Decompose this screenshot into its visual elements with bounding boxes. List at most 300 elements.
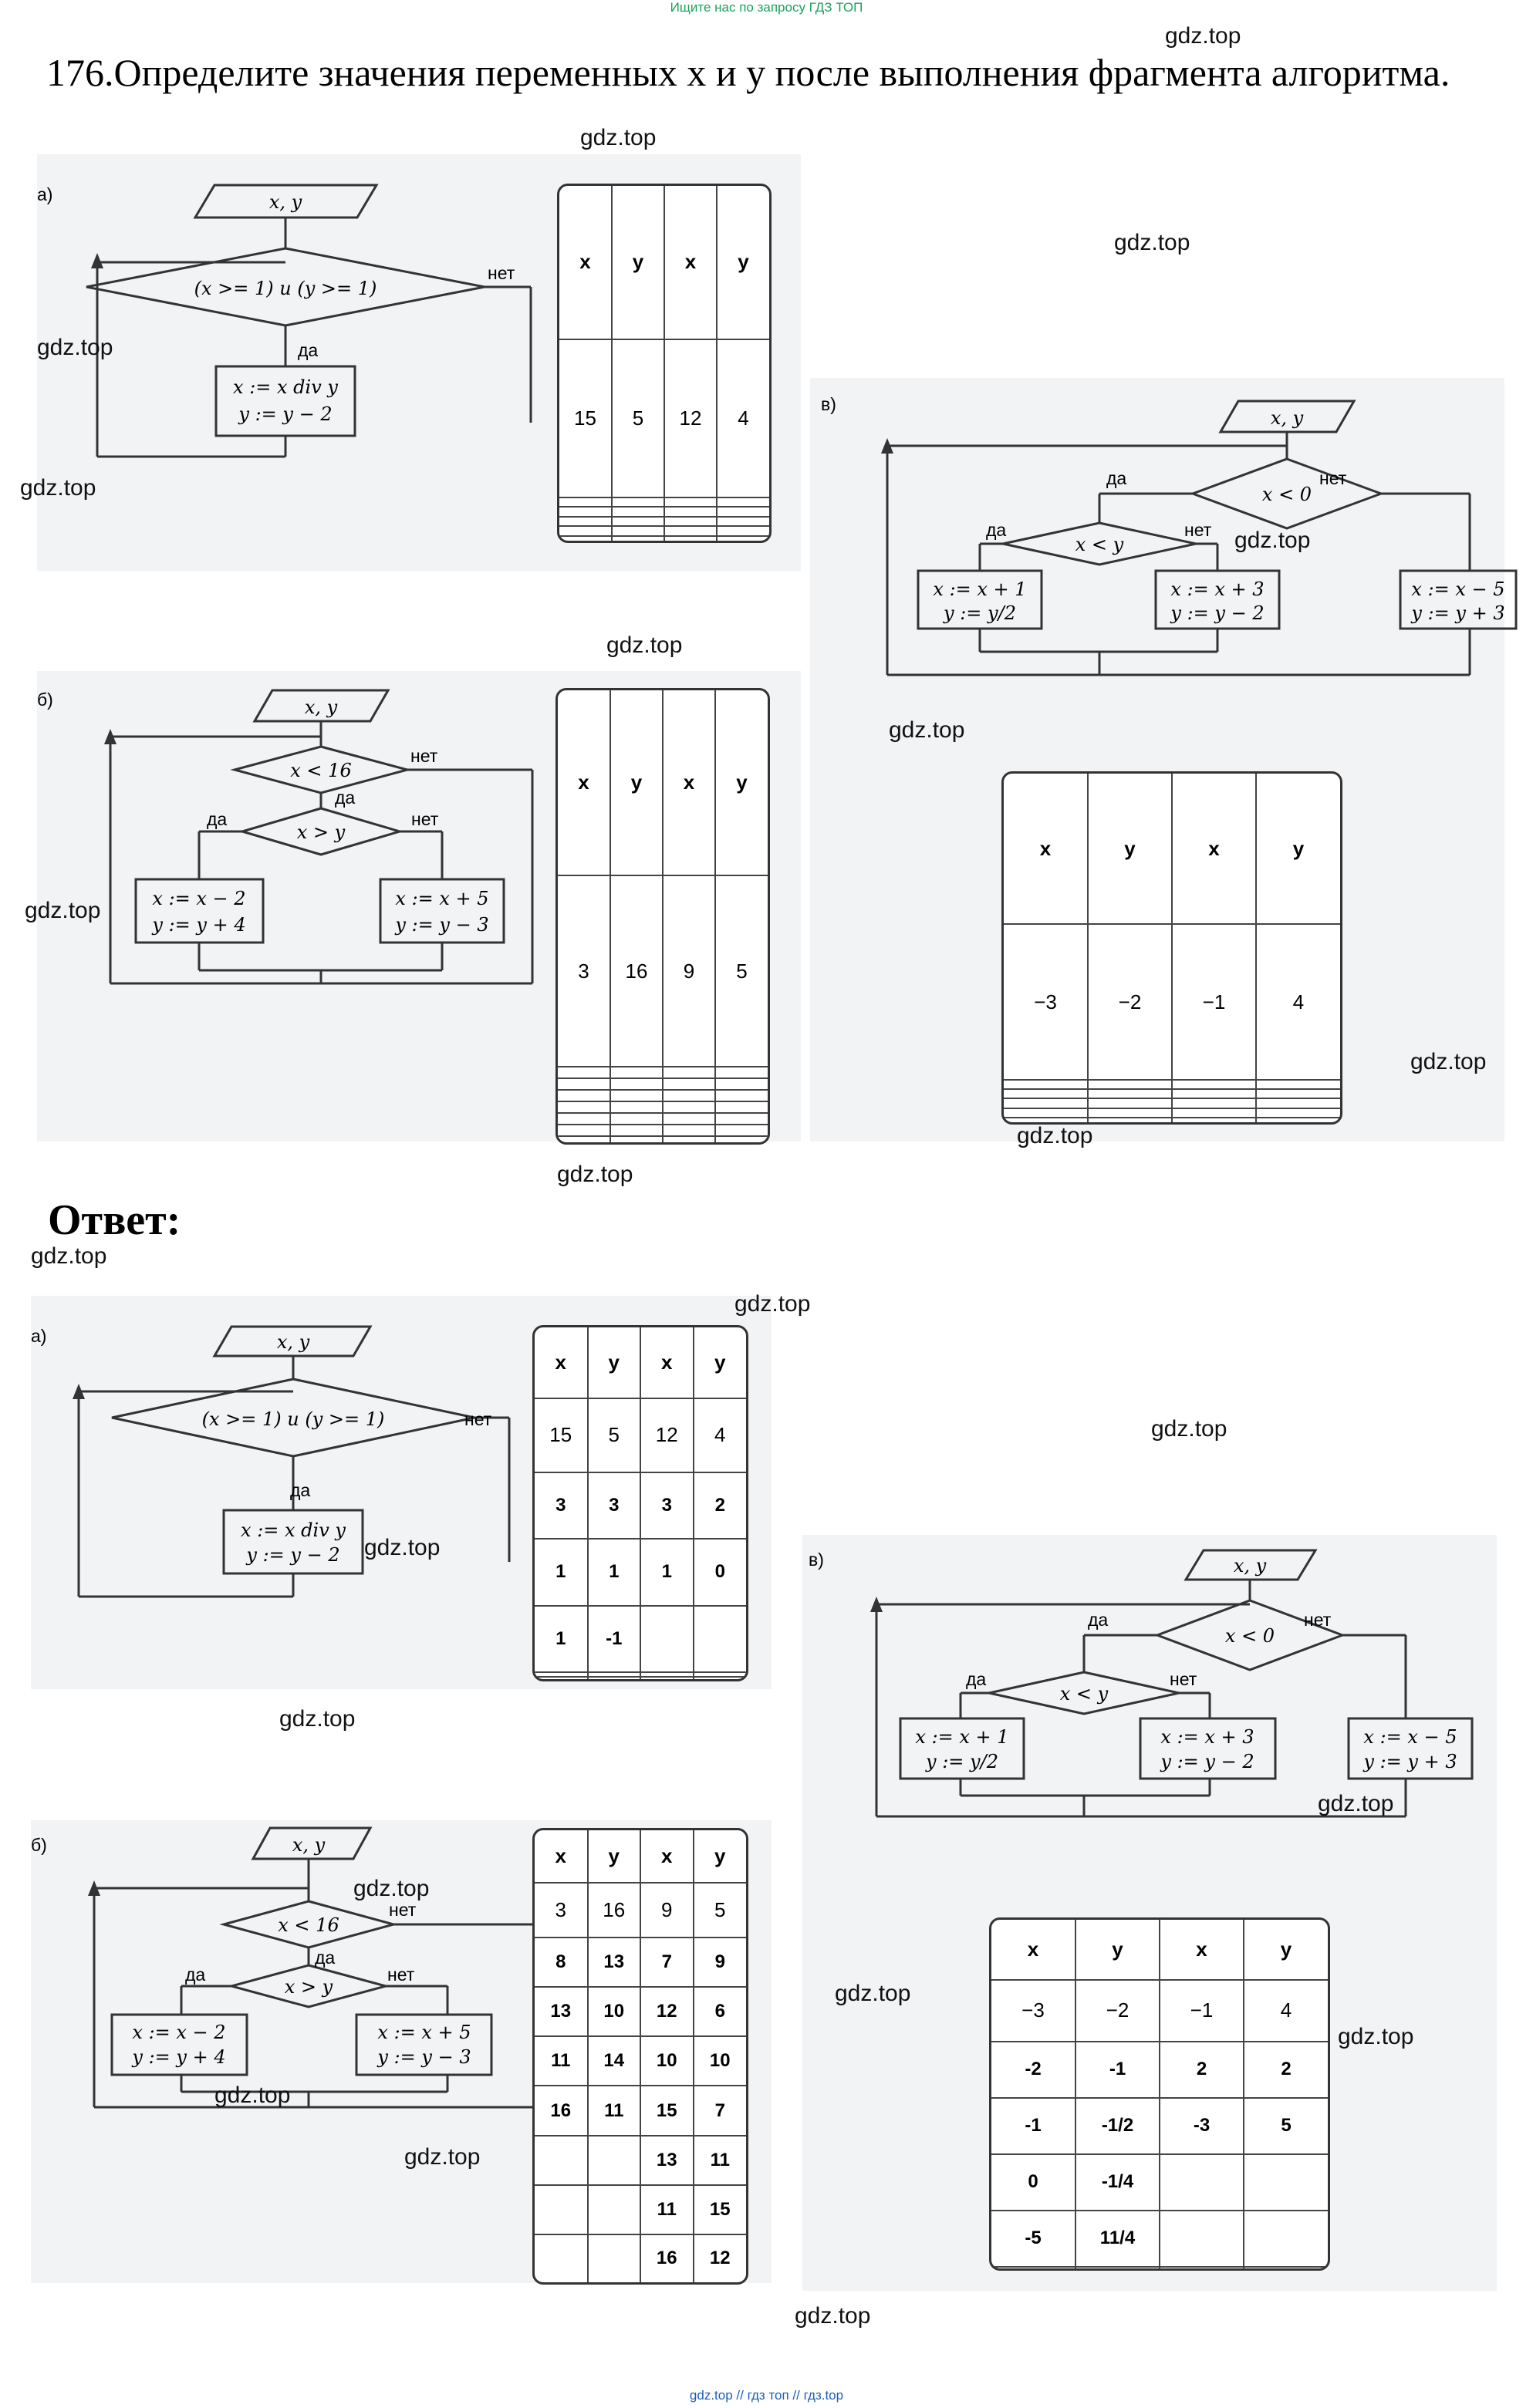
no-label-outer: нет bbox=[410, 746, 438, 766]
table-row bbox=[1004, 1098, 1340, 1108]
table-cell: 0 bbox=[991, 2154, 1075, 2211]
action-y-label: y := y − 2 bbox=[246, 1544, 340, 1566]
no-label-outer: нет bbox=[1319, 468, 1347, 488]
table-v-answer-body bbox=[991, 1920, 1328, 2268]
no-action-x: x := x + 5 bbox=[377, 2022, 471, 2043]
watermark: gdz.top bbox=[279, 1706, 356, 1732]
table-cell: 3 bbox=[535, 1472, 588, 1540]
action-x-label: x := x div y bbox=[233, 376, 338, 398]
watermark: gdz.top bbox=[1151, 1416, 1227, 1442]
table-header-row bbox=[558, 690, 768, 875]
table-cell: −2 bbox=[1075, 1980, 1160, 2042]
watermark: gdz.top bbox=[835, 1981, 911, 2006]
table-cell bbox=[1256, 1080, 1340, 1089]
table-cell: 13 bbox=[640, 2136, 694, 2185]
yes-label: да bbox=[298, 340, 319, 360]
watermark: gdz.top bbox=[1234, 528, 1311, 553]
yes-label-outer: да bbox=[1106, 468, 1127, 488]
table-cell: −1 bbox=[1172, 924, 1256, 1080]
table-header-cell: y bbox=[1088, 774, 1172, 924]
table-cell bbox=[664, 497, 717, 507]
table-a-answer-body bbox=[535, 1327, 746, 1679]
table-cell bbox=[1004, 1108, 1088, 1118]
table-row bbox=[535, 1938, 746, 1987]
table-cell: 11 bbox=[694, 2136, 747, 2185]
no-action-x: x := x + 5 bbox=[395, 888, 489, 909]
task-text: 176.Определите значения переменных x и y после выполнения фрагмента алгоритма. bbox=[46, 51, 1450, 94]
table-cell: 3 bbox=[640, 1472, 694, 1540]
table-cell bbox=[1172, 1098, 1256, 1108]
table-cell: 4 bbox=[694, 1398, 747, 1472]
table-row bbox=[1004, 1118, 1340, 1122]
table-cell bbox=[559, 497, 612, 507]
table-row bbox=[1004, 924, 1340, 1080]
table-cell bbox=[717, 536, 769, 541]
table-cell bbox=[558, 1067, 610, 1078]
table-row bbox=[535, 2136, 746, 2185]
table-cell bbox=[558, 1125, 610, 1136]
table-cell: 3 bbox=[558, 875, 610, 1067]
no-label-outer: нет bbox=[389, 1900, 417, 1920]
table-cell: 9 bbox=[663, 875, 715, 1067]
table-cell: 5 bbox=[715, 875, 768, 1067]
table-header-cell: x bbox=[640, 1830, 694, 1883]
table-header-row bbox=[991, 1920, 1328, 1980]
io-label: x, y bbox=[276, 1331, 310, 1353]
yes-action-y: y := y + 4 bbox=[132, 2046, 226, 2068]
table-cell bbox=[1088, 1108, 1172, 1118]
table-row bbox=[535, 2185, 746, 2234]
table-cell bbox=[663, 1101, 715, 1113]
table-cell bbox=[1004, 1118, 1088, 1122]
table-cell: −2 bbox=[1088, 924, 1172, 1080]
branch-a-y: y := y/2 bbox=[944, 602, 1016, 624]
table-header-cell: y bbox=[694, 1830, 747, 1883]
table-header-row bbox=[1004, 774, 1340, 924]
table-cell: 1 bbox=[535, 1606, 588, 1673]
table-row bbox=[535, 1472, 746, 1540]
table-cell bbox=[559, 536, 612, 541]
answer-label: Ответ: bbox=[48, 1196, 181, 1244]
table-header-cell: y bbox=[1244, 1920, 1328, 1980]
io-label: x, y bbox=[268, 191, 302, 213]
yes-label: да bbox=[290, 1480, 311, 1500]
table-cell: -2 bbox=[991, 2042, 1075, 2098]
yes-label-outer: да bbox=[335, 787, 356, 808]
watermark: gdz.top bbox=[1410, 1049, 1487, 1074]
table-row bbox=[1004, 1080, 1340, 1089]
table-cell: 5 bbox=[694, 1883, 747, 1938]
table-cell bbox=[640, 1606, 694, 1673]
action-x-label: x := x div y bbox=[241, 1519, 346, 1541]
table-cell bbox=[664, 536, 717, 541]
table-cell bbox=[715, 1078, 768, 1090]
no-label-outer: нет bbox=[1304, 1610, 1332, 1630]
watermark: gdz.top bbox=[1114, 230, 1190, 255]
table-cell bbox=[558, 1090, 610, 1101]
watermark: gdz.top bbox=[1017, 1123, 1093, 1148]
table-cell: -5 bbox=[991, 2211, 1075, 2267]
table-cell bbox=[717, 526, 769, 535]
table-row bbox=[558, 1101, 768, 1113]
watermark: gdz.top bbox=[1338, 2024, 1414, 2049]
io-label: x, y bbox=[304, 696, 338, 718]
watermark: gdz.top bbox=[20, 475, 96, 501]
table-cell bbox=[1088, 1118, 1172, 1122]
table-v-question bbox=[1001, 771, 1342, 1125]
table-cell: 11 bbox=[535, 2036, 588, 2086]
table-cell: −3 bbox=[991, 1980, 1075, 2042]
label-b: б) bbox=[37, 690, 53, 710]
table-cell bbox=[588, 2185, 641, 2234]
table-header-cell: y bbox=[1256, 774, 1340, 924]
no-label-inner: нет bbox=[411, 809, 439, 829]
yes-label-inner: да bbox=[986, 520, 1007, 540]
table-cell: 1 bbox=[588, 1539, 641, 1606]
condition-inner-label: x < y bbox=[1075, 534, 1124, 555]
watermark: gdz.top bbox=[795, 2303, 871, 2329]
table-header-row bbox=[535, 1327, 746, 1398]
table-cell bbox=[610, 1090, 663, 1101]
table-header-cell: y bbox=[588, 1327, 641, 1398]
table-cell: 10 bbox=[640, 2036, 694, 2086]
branch-b-x: x := x + 3 bbox=[1170, 578, 1265, 600]
table-cell bbox=[612, 517, 664, 526]
table-cell bbox=[717, 517, 769, 526]
table-b-question-body bbox=[558, 690, 768, 1142]
condition-outer-label: x < 16 bbox=[290, 760, 352, 781]
label-b: б) bbox=[31, 1835, 47, 1855]
table-cell bbox=[610, 1067, 663, 1078]
table-header-cell: x bbox=[991, 1920, 1075, 1980]
table-header-row bbox=[535, 1830, 746, 1883]
table-header-cell: x bbox=[1172, 774, 1256, 924]
table-cell: 15 bbox=[640, 2086, 694, 2135]
watermark: gdz.top bbox=[404, 2144, 481, 2170]
table-row bbox=[535, 2086, 746, 2135]
table-cell: 12 bbox=[664, 339, 717, 497]
table-cell: 12 bbox=[640, 1398, 694, 1472]
table-cell: 7 bbox=[694, 2086, 747, 2135]
table-cell bbox=[663, 1078, 715, 1090]
table-cell bbox=[1088, 1089, 1172, 1098]
watermark: gdz.top bbox=[214, 2083, 291, 2108]
label-v: в) bbox=[809, 1550, 824, 1570]
table-cell bbox=[612, 497, 664, 507]
table-cell bbox=[1172, 1118, 1256, 1122]
table-cell bbox=[694, 1677, 747, 1679]
table-cell: 14 bbox=[588, 2036, 641, 2086]
label-a: а) bbox=[37, 184, 53, 204]
table-cell bbox=[588, 2234, 641, 2282]
table-row bbox=[535, 2234, 746, 2282]
table-cell bbox=[664, 517, 717, 526]
no-action-y: y := y − 3 bbox=[395, 914, 489, 936]
table-cell: 15 bbox=[694, 2185, 747, 2234]
table-header-cell: x bbox=[663, 690, 715, 875]
condition-inner-label: x > y bbox=[296, 821, 346, 843]
table-row bbox=[535, 2036, 746, 2086]
table-cell bbox=[535, 2136, 588, 2185]
table-header-cell: x bbox=[1004, 774, 1088, 924]
table-cell: 11 bbox=[588, 2086, 641, 2135]
table-cell: 16 bbox=[588, 1883, 641, 1938]
table-cell: -1/4 bbox=[1075, 2154, 1160, 2211]
table-a-answer bbox=[532, 1325, 748, 1681]
table-b-question bbox=[555, 688, 770, 1145]
condition-outer-label: x < 0 bbox=[1261, 484, 1312, 505]
table-b-answer-body bbox=[535, 1830, 746, 2282]
table-cell: 8 bbox=[535, 1938, 588, 1987]
table-cell bbox=[1256, 1098, 1340, 1108]
table-cell bbox=[588, 1677, 641, 1679]
table-cell: 15 bbox=[535, 1398, 588, 1472]
table-row bbox=[558, 1078, 768, 1090]
table-cell bbox=[663, 1090, 715, 1101]
condition-label: (x >= 1) и (y >= 1) bbox=[201, 1408, 385, 1430]
table-cell: 1 bbox=[640, 1539, 694, 1606]
table-cell: 2 bbox=[694, 1472, 747, 1540]
table-cell bbox=[558, 1136, 610, 1142]
table-cell: 2 bbox=[1244, 2042, 1328, 2098]
table-cell bbox=[694, 1606, 747, 1673]
table-header-cell: x bbox=[1160, 1920, 1244, 1980]
table-row bbox=[535, 1987, 746, 2036]
table-row bbox=[535, 1677, 746, 1679]
table-cell bbox=[1256, 1108, 1340, 1118]
watermark: gdz.top bbox=[606, 632, 683, 658]
table-row bbox=[558, 1125, 768, 1136]
table-header-cell: x bbox=[664, 186, 717, 339]
no-label-inner: нет bbox=[387, 1965, 415, 1985]
table-cell bbox=[715, 1067, 768, 1078]
table-cell bbox=[612, 536, 664, 541]
table-row bbox=[535, 1606, 746, 1673]
table-cell: 2 bbox=[1160, 2042, 1244, 2098]
table-cell: 0 bbox=[694, 1539, 747, 1606]
table-cell: 16 bbox=[535, 2086, 588, 2135]
table-cell: 4 bbox=[717, 339, 769, 497]
watermark: gdz.top bbox=[1318, 1791, 1394, 1816]
table-header-cell: y bbox=[1075, 1920, 1160, 1980]
branch-c-y: y := y + 3 bbox=[1363, 1751, 1457, 1772]
table-cell: 12 bbox=[694, 2234, 747, 2282]
table-cell bbox=[1004, 1080, 1088, 1089]
table-cell bbox=[663, 1136, 715, 1142]
table-row bbox=[559, 536, 769, 541]
table-cell bbox=[717, 507, 769, 516]
table-row bbox=[559, 526, 769, 535]
table-cell: 16 bbox=[610, 875, 663, 1067]
table-row bbox=[991, 2042, 1328, 2098]
table-cell: 5 bbox=[588, 1398, 641, 1472]
table-cell: 3 bbox=[588, 1472, 641, 1540]
table-cell: 12 bbox=[640, 1987, 694, 2036]
yes-label-inner: да bbox=[966, 1669, 987, 1689]
table-cell bbox=[535, 1677, 588, 1679]
table-row bbox=[991, 1980, 1328, 2042]
branch-c-x: x := x − 5 bbox=[1411, 578, 1505, 600]
watermark: gdz.top bbox=[353, 1876, 430, 1901]
table-row bbox=[558, 1090, 768, 1101]
watermark: gdz.top bbox=[25, 898, 101, 923]
table-cell bbox=[640, 1677, 694, 1679]
table-header-cell: x bbox=[558, 690, 610, 875]
no-label-inner: нет bbox=[1184, 520, 1212, 540]
table-header-cell: y bbox=[610, 690, 663, 875]
table-row bbox=[559, 497, 769, 507]
condition-outer-label: x < 0 bbox=[1224, 1625, 1275, 1647]
table-cell: 4 bbox=[1244, 1980, 1328, 2042]
yes-label-inner: да bbox=[207, 809, 228, 829]
table-cell bbox=[1256, 1118, 1340, 1122]
table-cell bbox=[1172, 1108, 1256, 1118]
branch-c-x: x := x − 5 bbox=[1363, 1726, 1457, 1748]
table-row bbox=[1004, 1089, 1340, 1098]
table-cell: 9 bbox=[640, 1883, 694, 1938]
table-cell bbox=[558, 1101, 610, 1113]
branch-b-y: y := y − 2 bbox=[1170, 602, 1265, 624]
table-a-question-body bbox=[559, 186, 769, 541]
table-cell bbox=[612, 507, 664, 516]
action-y-label: y := y − 2 bbox=[238, 403, 333, 425]
yes-action-y: y := y + 4 bbox=[152, 914, 246, 936]
yes-action-x: x := x − 2 bbox=[152, 888, 246, 909]
label-a: а) bbox=[31, 1326, 47, 1346]
table-cell bbox=[715, 1136, 768, 1142]
table-header-cell: y bbox=[694, 1327, 747, 1398]
branch-a-x: x := x + 1 bbox=[915, 1726, 1009, 1748]
table-cell bbox=[612, 526, 664, 535]
table-cell bbox=[1172, 1080, 1256, 1089]
table-row bbox=[535, 1539, 746, 1606]
table-cell bbox=[1088, 1098, 1172, 1108]
table-cell bbox=[558, 1113, 610, 1125]
table-cell bbox=[717, 497, 769, 507]
yes-label-outer: да bbox=[315, 1948, 336, 1968]
table-cell: -1 bbox=[991, 2098, 1075, 2154]
table-cell bbox=[610, 1125, 663, 1136]
top-note: Ищите нас по запросу ГДЗ ТОП bbox=[670, 0, 863, 15]
table-row bbox=[558, 875, 768, 1067]
table-cell bbox=[610, 1078, 663, 1090]
table-header-cell: y bbox=[715, 690, 768, 875]
table-header-row bbox=[559, 186, 769, 339]
table-cell: 4 bbox=[1256, 924, 1340, 1080]
table-cell: -1/2 bbox=[1075, 2098, 1160, 2154]
table-cell: 7 bbox=[640, 1938, 694, 1987]
table-v-question-body bbox=[1004, 774, 1340, 1122]
yes-label-inner: да bbox=[185, 1965, 206, 1985]
table-cell bbox=[535, 2234, 588, 2282]
table-cell bbox=[1160, 2267, 1244, 2269]
table-cell bbox=[610, 1136, 663, 1142]
table-cell bbox=[715, 1090, 768, 1101]
table-header-cell: x bbox=[559, 186, 612, 339]
table-cell bbox=[1004, 1098, 1088, 1108]
branch-c-y: y := y + 3 bbox=[1411, 602, 1505, 624]
table-cell bbox=[1244, 2267, 1328, 2269]
table-cell bbox=[715, 1101, 768, 1113]
table-cell bbox=[558, 1078, 610, 1090]
no-label: нет bbox=[488, 263, 515, 283]
table-cell bbox=[715, 1113, 768, 1125]
table-cell: −1 bbox=[1160, 1980, 1244, 2042]
watermark: gdz.top bbox=[889, 717, 965, 743]
table-header-cell: x bbox=[535, 1327, 588, 1398]
no-label: нет bbox=[464, 1409, 492, 1429]
table-row bbox=[559, 517, 769, 526]
table-cell: 9 bbox=[694, 1938, 747, 1987]
branch-a-x: x := x + 1 bbox=[933, 578, 1027, 600]
io-label: x, y bbox=[1270, 407, 1304, 429]
table-cell: 10 bbox=[588, 1987, 641, 2036]
table-cell: 13 bbox=[588, 1938, 641, 1987]
table-cell bbox=[664, 526, 717, 535]
table-row bbox=[535, 1883, 746, 1938]
no-action-y: y := y − 3 bbox=[377, 2046, 471, 2068]
table-b-answer bbox=[532, 1828, 748, 2285]
table-cell bbox=[664, 507, 717, 516]
table-cell: 5 bbox=[612, 339, 664, 497]
table-cell: -1 bbox=[1075, 2042, 1160, 2098]
table-header-cell: y bbox=[717, 186, 769, 339]
watermark: gdz.top bbox=[364, 1535, 441, 1560]
table-cell: 11/4 bbox=[1075, 2211, 1160, 2267]
watermark: gdz.top bbox=[580, 125, 657, 150]
watermark: gdz.top bbox=[31, 1243, 107, 1269]
table-v-answer bbox=[989, 1917, 1330, 2271]
table-cell: 1 bbox=[535, 1539, 588, 1606]
table-cell: 6 bbox=[694, 1987, 747, 2036]
table-cell bbox=[610, 1101, 663, 1113]
watermark: gdz.top bbox=[37, 335, 113, 360]
condition-inner-label: x < y bbox=[1059, 1683, 1109, 1705]
table-row bbox=[559, 339, 769, 497]
table-cell bbox=[1075, 2267, 1160, 2269]
table-header-cell: y bbox=[612, 186, 664, 339]
branch-b-x: x := x + 3 bbox=[1160, 1726, 1254, 1748]
table-cell bbox=[559, 507, 612, 516]
table-cell bbox=[1244, 2211, 1328, 2267]
table-header-cell: x bbox=[640, 1327, 694, 1398]
table-cell: 5 bbox=[1244, 2098, 1328, 2154]
table-cell bbox=[1256, 1089, 1340, 1098]
table-row bbox=[1004, 1108, 1340, 1118]
condition-label: (x >= 1) и (y >= 1) bbox=[194, 278, 377, 299]
watermark: gdz.top bbox=[557, 1162, 633, 1187]
table-cell bbox=[1160, 2154, 1244, 2211]
table-cell bbox=[1244, 2154, 1328, 2211]
table-cell: 16 bbox=[640, 2234, 694, 2282]
table-cell bbox=[1160, 2211, 1244, 2267]
table-row bbox=[991, 2154, 1328, 2211]
table-cell bbox=[535, 2185, 588, 2234]
watermark: gdz.top bbox=[734, 1291, 811, 1317]
table-cell bbox=[1004, 1089, 1088, 1098]
table-cell bbox=[559, 526, 612, 535]
table-cell bbox=[715, 1125, 768, 1136]
table-cell: −3 bbox=[1004, 924, 1088, 1080]
table-cell: 15 bbox=[559, 339, 612, 497]
bottom-note: gdz.top // гдз топ // гдз.top bbox=[689, 2388, 844, 2403]
io-label: x, y bbox=[1233, 1555, 1267, 1577]
table-row bbox=[991, 2098, 1328, 2154]
table-header-cell: y bbox=[588, 1830, 641, 1883]
table-cell bbox=[663, 1067, 715, 1078]
table-a-question bbox=[557, 184, 772, 543]
table-cell bbox=[663, 1125, 715, 1136]
